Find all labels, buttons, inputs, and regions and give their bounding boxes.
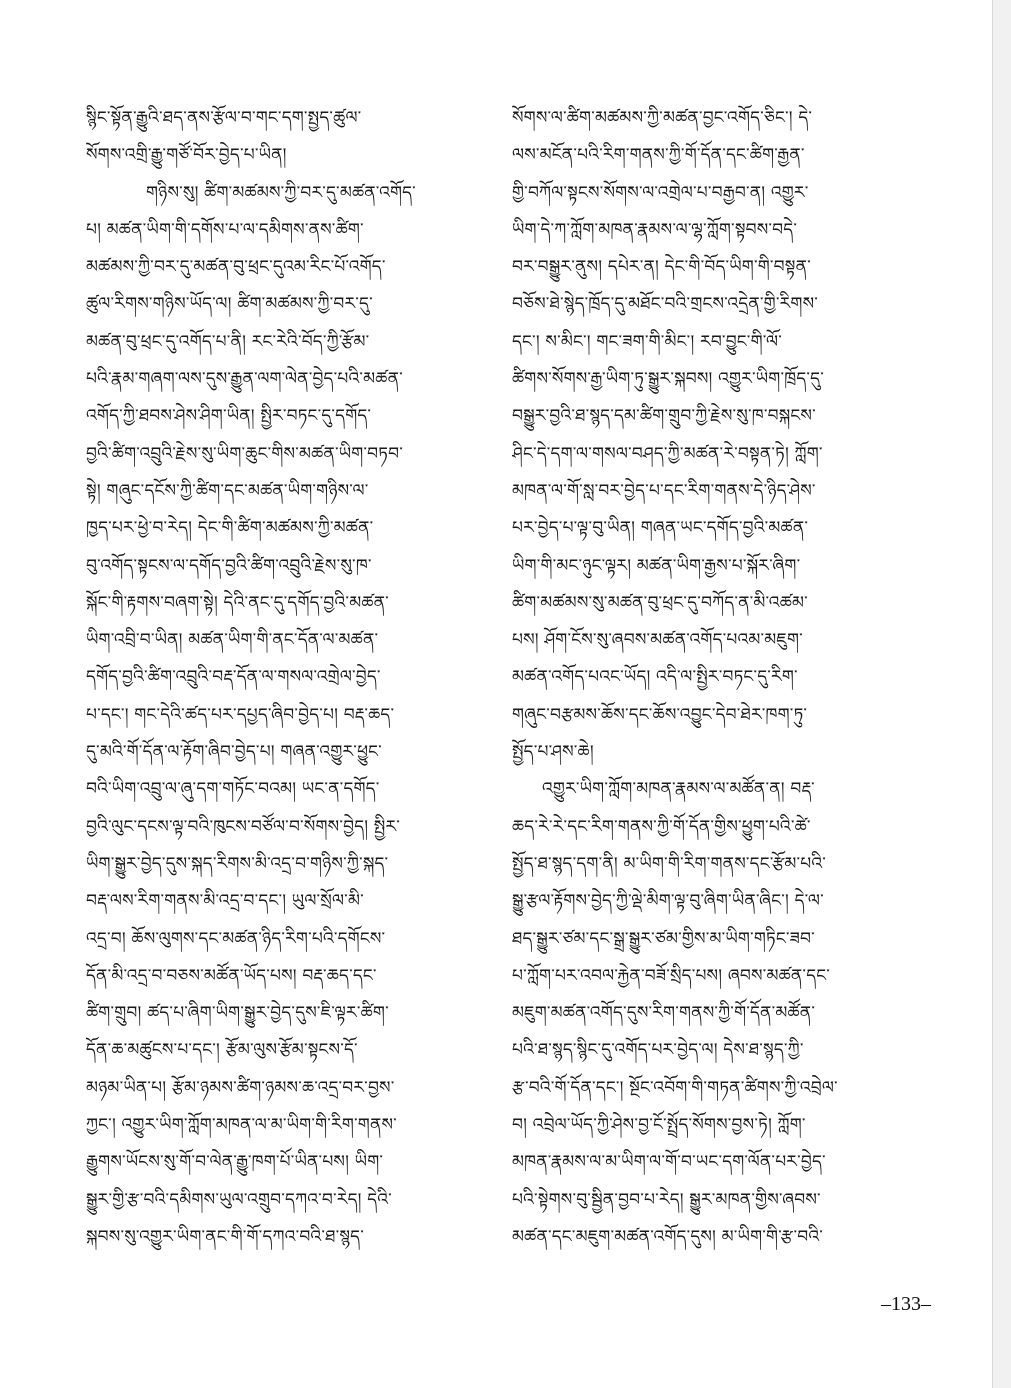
text-line: བར་བསྒྱུར་ནུས། དཔེར་ན། དེང་གི་བོད་ཡིག་གི་བསྟན་: [512, 257, 811, 278]
text-line: པའི་རྣམ་གཞག་ལས་དུས་རྒྱུན་ལག་ལེན་བྱེད་པའི་མཚན་: [86, 369, 403, 390]
text-line: དུ་མའི་གོ་དོན་ལ་རྟོག་ཞིབ་བྱེད་པ། གཞན་འགྱུར་ཕྱུང་: [86, 742, 382, 763]
text-line: མཚན་དང་མཇུག་མཚན་འགོད་དུས། མ་ཡིག་གི་རྩ་བའི་: [512, 1226, 824, 1247]
scrollbar-track[interactable]: [992, 0, 1011, 1388]
text-line: རྒྱུགས་ཡོངས་སུ་གོ་བ་ལེན་རྒྱུ་ཁག་པོ་ཡིན་པས། ཡིག་: [86, 1152, 384, 1173]
text-line: བཅོས་ཐེ་སྙེད་ཁྲོད་དུ་མཐོང་བའི་གྲངས་འདྲེན་གྱི་རིགས་: [512, 294, 819, 315]
text-line: འགོད་ཀྱི་ཐབས་ཤེས་ཤིག་ཡིན། སྤྱིར་བཏང་དུ་དགོད་: [86, 406, 372, 427]
text-line: ཁྱད་པར་ཕྱེ་བ་རེད། དེང་གི་ཚིག་མཚམས་ཀྱི་མཚན་: [86, 518, 374, 539]
text-line: སྟེ། གཞུང་དངོས་ཀྱི་ཚིག་དང་མཚན་ཡིག་གཉིས་ལ་: [86, 480, 369, 501]
text-line: པར་བྱེད་པ་ལྟ་བུ་ཡིན། གཞན་ཡང་དགོད་བྱའི་མཚན་: [512, 518, 809, 539]
text-line: སྒྱུ་རྩལ་རྟོགས་བྱེད་ཀྱི་ལྡེ་མིག་ལྟ་བུ་ཞིག་ཡིན་ཞིང་། དེ་ལ་: [512, 891, 824, 912]
text-line: སྒྱུར་གྱི་རྩ་བའི་དམིགས་ཡུལ་འགྲུབ་དཀའ་བ་རེད། དེའི་: [86, 1189, 392, 1210]
text-line: མཚན་བུ་ཕྲང་དུ་འགོད་པ་ནི། རང་རེའི་བོད་ཀྱི་རྩོམ་: [86, 331, 370, 352]
text-line: བསྒྱུར་བྱའི་ཐ་སྙད་དམ་ཚིག་གྲུབ་ཀྱི་རྗེས་སུ་ཁ་བསྐངས་: [512, 406, 816, 427]
text-line: ཚིག་གྲུབ། ཚད་པ་ཞིག་ཡིག་སྒྱུར་བྱེད་དུས་ཇི་ལྟར་ཚིག་: [86, 1003, 389, 1024]
text-line: པ་ཀློག་པར་འབལ་རྐྱེན་བཟོ་སྲིད་པས། ཞབས་མཚན་དང་: [512, 965, 831, 986]
text-line: པ་དང་། གང་དེའི་ཚད་པར་དཔྱད་ཞིབ་བྱེད་པ། བརྡ་ཆད་: [86, 704, 395, 725]
text-line: མཉམ་ཡིན་པ། རྩོམ་ཉམས་ཚིག་ཉམས་ཆ་འདྲ་བར་བྱས་: [86, 1077, 395, 1098]
text-line: དགོད་བྱའི་ཚིག་འབྲུའི་བརྡ་དོན་ལ་གསལ་འགྲེལ་བྱེད་: [86, 667, 381, 688]
text-line: ཚུལ་རིགས་གཉིས་ཡོད་ལ། ཚིག་མཚམས་ཀྱི་བར་དུ་: [86, 294, 373, 315]
text-line: ཚིག་མཚམས་སུ་མཚན་བུ་ཕྲང་དུ་བཀོད་ན་མི་འཚམ་: [512, 592, 808, 613]
left-column: [86, 100, 486, 1256]
text-line: རྩ་བའི་གོ་དོན་དང་། སྔོང་འབོག་གི་གཏན་ཚིགས་ཀྱི་འབྲེལ་: [512, 1077, 838, 1098]
text-line: བའི་ཡིག་འབྲུ་ལ་ཞུ་དག་གཏོང་བའམ། ཡང་ན་དགོད་: [86, 779, 380, 800]
text-line: སོགས་འགྲི་རྒྱུ་གཙོ་བོར་བྱེད་པ་ཡིན།: [86, 145, 287, 166]
paragraph-start: འགྱུར་ཡིག་ཀློག་མཁན་རྣམས་ལ་མཚོན་ན། བརྡ་: [542, 779, 815, 800]
text-line: སྤྱོད་པ་ཤས་ཆེ།: [512, 742, 594, 763]
text-line: དོན་མི་འདྲ་བ་བཅས་མཚོན་ཡོད་པས། བརྡ་ཆད་དང་: [86, 965, 377, 986]
text-line: ཡིག་དེ་ཀ་ཀློག་མཁན་རྣམས་ལ་ལྷ་ཀློག་སྟབས་བདེ་: [512, 219, 798, 240]
text-line: བུ་འགོད་སྟངས་ལ་དགོད་བྱའི་ཚིག་འབྲུའི་རྗེས་སུ་ཁ་: [86, 555, 372, 576]
text-line: ཐད་སྒྱུར་ཙམ་དང་སྒྲ་སྒྱུར་ཙམ་གྱིས་མ་ཡིག་གཏིང་ཟབ་: [512, 928, 815, 949]
text-line: ལས་མངོན་པའི་རིག་གནས་ཀྱི་གོ་དོན་དང་ཚིག་རྒྱན་: [512, 145, 805, 166]
text-line: དོན་ཆ་མཚུངས་པ་དང་། རྩོམ་ལུས་རྩོམ་སྟངས་དོ་: [86, 1040, 358, 1061]
text-line: གཞུང་བརྩམས་ཆོས་དང་ཆོས་འབྱུང་དེབ་ཐེར་ཁག་ཏུ་: [512, 704, 808, 725]
text-line: ཀྱང་། འགྱུར་ཡིག་ཀློག་མཁན་ལ་མ་ཡིག་གི་རིག་གནས་: [86, 1115, 397, 1136]
paragraph-start: གཉིས་སུ། ཚིག་མཚམས་ཀྱི་བར་དུ་མཚན་འགོད་: [146, 182, 416, 203]
text-line: མཚན་འགོད་པའང་ཡོད། འདི་ལ་སྤྱིར་བཏང་དུ་རིག་: [512, 667, 798, 688]
text-line: ཚིགས་སོགས་རྒྱ་ཡིག་ཏུ་སྒྱུར་སྐབས། འགྱུར་ཡིག་ཁྲོད་དུ་: [512, 369, 824, 390]
text-line: ཆད་རེ་རེ་དང་རིག་གནས་ཀྱི་གོ་དོན་གྱིས་ཕྱུག་པའི་ཚེ་: [512, 816, 811, 837]
text-line: སྤྱོད་ཐ་སྙད་དག་ནི། མ་ཡིག་གི་རིག་གནས་དང་རྩོམ་པའི་: [512, 853, 827, 874]
text-line: བྱའི་ཚིག་འབྲུའི་རྗེས་སུ་ཡིག་ཆུང་གིས་མཚན་ཡིག་བཏབ་: [86, 443, 403, 464]
text-line: པ། མཚན་ཡིག་གི་དགོས་པ་ལ་དམིགས་ནས་ཚིག་: [86, 219, 364, 240]
text-line: བ། འབྲེལ་ཡོད་ཀྱི་ཤེས་བྱ་ངོ་སྤྲོད་སོགས་བྱས་ཏེ། ཀློག་: [512, 1115, 806, 1136]
text-line: བརྡ་ལས་རིག་གནས་མི་འདྲ་བ་དང་། ཡུལ་སྲོལ་མི་: [86, 891, 364, 912]
text-line: མཇུག་མཚན་འགོད་དུས་རིག་གནས་ཀྱི་གོ་དོན་མཚོན་: [512, 1003, 816, 1024]
text-line: ཤིང་དེ་དག་ལ་གསལ་བཤད་ཀྱི་མཚན་རེ་བསྟན་ཏེ། ཀློག་: [512, 443, 823, 464]
text-line: སོགས་ལ་ཚིག་མཚམས་ཀྱི་མཚན་བྱང་འགོད་ཅིང་། དེ་: [512, 108, 813, 128]
page-number: –133–: [881, 1293, 931, 1315]
right-column: [512, 100, 912, 1256]
text-line: འདྲ་བ། ཆོས་ལུགས་དང་མཚན་ཉིད་རིག་པའི་དགོངས་: [86, 928, 386, 949]
text-line: མཁན་ལ་གོ་སླ་བར་བྱེད་པ་དང་རིག་གནས་དེ་ཉིད་ཤེས་: [512, 480, 816, 501]
text-line: སྙིང་སྟོན་རྒྱུའི་ཐད་ནས་རྩོལ་བ་གང་དག་སྤྱད་ཚུལ་: [86, 108, 362, 128]
text-line: མཚམས་ཀྱི་བར་དུ་མཚན་བུ་ཕྲང་དུའམ་རིང་པོ་འགོད་: [86, 257, 386, 278]
text-line: མཁན་རྣམས་ལ་མ་ཡིག་ལ་གོ་བ་ཡང་དག་ལོན་པར་བྱེད་: [512, 1152, 826, 1173]
text-line: ཡིག་གི་མང་ཉུང་ལྟར། མཚན་ཡིག་རྒྱས་པ་སྐོར་ཞིག་: [512, 555, 801, 576]
text-line: སྐོང་གི་རྟགས་བཞག་སྟེ། དེའི་ནང་དུ་དགོད་བྱའི་མཚན་: [86, 592, 389, 613]
text-line: པས། ཤོག་ངོས་སུ་ཞབས་མཚན་འགོད་པའམ་མཇུག་: [512, 630, 803, 651]
text-line: དང་། ས་མིང་། གང་ཟག་གི་མིང་། རབ་བྱུང་གི་ལོ་: [512, 331, 782, 352]
text-line: ཡིག་འབྲི་བ་ཡིན། མཚན་ཡིག་གི་ནང་དོན་ལ་མཚན་: [86, 630, 379, 651]
text-line: ཡིག་སྒྱུར་བྱེད་དུས་སྐད་རིགས་མི་འདྲ་བ་གཉིས་ཀྱི་སྐད་: [86, 853, 389, 874]
text-line: བྱའི་ལུང་དངས་ལྟ་བའི་ཁུངས་བཙོལ་བ་སོགས་བྱེད། སྤྱིར་: [86, 816, 401, 837]
text-line: སྐབས་སུ་འགྱུར་ཡིག་ནང་གི་གོ་དཀའ་བའི་ཐ་སྙད་: [86, 1226, 364, 1247]
text-line: པའི་ཐ་སྙད་སྙིང་དུ་འགོད་པར་བྱེད་ལ། དེས་ཐ་སྙད་ཀྱི་: [512, 1040, 804, 1061]
text-line: པའི་སྟེགས་བུ་སྦྱིན་བྱབ་པ་རེད། སྒྱུར་མཁན་གྱིས་ཞབས་: [512, 1189, 821, 1210]
text-line: གྱི་བཀོལ་སྟངས་སོགས་ལ་འགྲེལ་པ་བརྒྱབ་ན། འགྱུར་: [512, 182, 809, 203]
